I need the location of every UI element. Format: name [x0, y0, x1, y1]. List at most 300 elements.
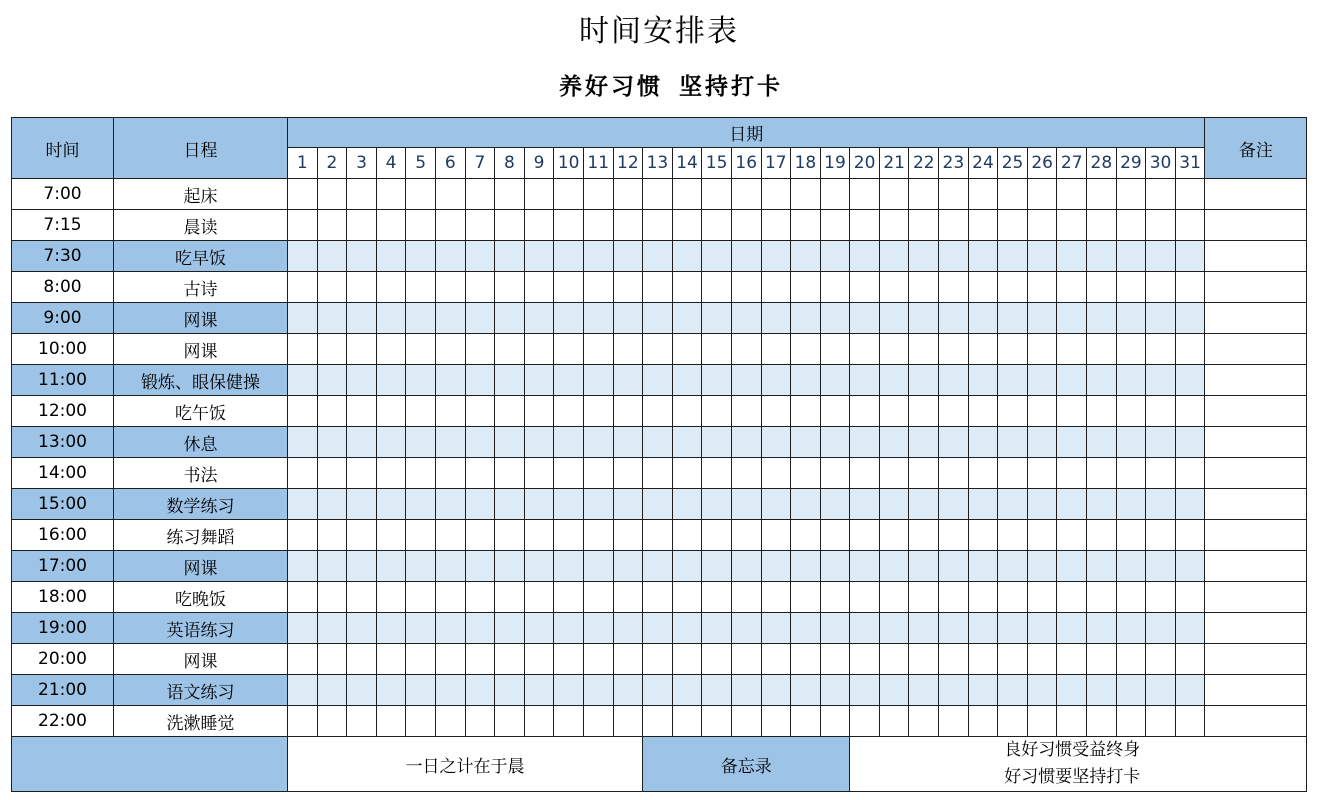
checkin-cell[interactable]	[1175, 551, 1205, 582]
checkin-cell[interactable]	[435, 706, 465, 737]
checkin-cell[interactable]	[643, 582, 673, 613]
notes-cell[interactable]	[1205, 613, 1307, 644]
checkin-cell[interactable]	[406, 675, 436, 706]
checkin-cell[interactable]	[1087, 551, 1117, 582]
checkin-cell[interactable]	[761, 396, 791, 427]
checkin-cell[interactable]	[524, 365, 554, 396]
checkin-cell[interactable]	[909, 241, 939, 272]
checkin-cell[interactable]	[524, 613, 554, 644]
checkin-cell[interactable]	[731, 644, 761, 675]
checkin-cell[interactable]	[435, 272, 465, 303]
checkin-cell[interactable]	[968, 551, 998, 582]
checkin-cell[interactable]	[672, 179, 702, 210]
checkin-cell[interactable]	[613, 303, 643, 334]
checkin-cell[interactable]	[288, 365, 318, 396]
checkin-cell[interactable]	[939, 334, 969, 365]
checkin-cell[interactable]	[376, 675, 406, 706]
checkin-cell[interactable]	[791, 613, 821, 644]
checkin-cell[interactable]	[1027, 179, 1057, 210]
checkin-cell[interactable]	[702, 706, 732, 737]
checkin-cell[interactable]	[347, 675, 377, 706]
checkin-cell[interactable]	[1116, 179, 1146, 210]
checkin-cell[interactable]	[672, 675, 702, 706]
checkin-cell[interactable]	[554, 396, 584, 427]
checkin-cell[interactable]	[939, 489, 969, 520]
checkin-cell[interactable]	[791, 551, 821, 582]
checkin-cell[interactable]	[495, 396, 525, 427]
checkin-cell[interactable]	[288, 241, 318, 272]
checkin-cell[interactable]	[998, 396, 1028, 427]
checkin-cell[interactable]	[435, 396, 465, 427]
checkin-cell[interactable]	[317, 644, 347, 675]
checkin-cell[interactable]	[1146, 551, 1176, 582]
checkin-cell[interactable]	[347, 613, 377, 644]
checkin-cell[interactable]	[939, 210, 969, 241]
checkin-cell[interactable]	[672, 489, 702, 520]
checkin-cell[interactable]	[347, 396, 377, 427]
checkin-cell[interactable]	[820, 365, 850, 396]
checkin-cell[interactable]	[1146, 303, 1176, 334]
checkin-cell[interactable]	[524, 179, 554, 210]
checkin-cell[interactable]	[791, 706, 821, 737]
checkin-cell[interactable]	[288, 179, 318, 210]
checkin-cell[interactable]	[435, 613, 465, 644]
checkin-cell[interactable]	[554, 427, 584, 458]
checkin-cell[interactable]	[643, 303, 673, 334]
checkin-cell[interactable]	[1087, 396, 1117, 427]
checkin-cell[interactable]	[1087, 210, 1117, 241]
checkin-cell[interactable]	[1027, 551, 1057, 582]
checkin-cell[interactable]	[376, 520, 406, 551]
checkin-cell[interactable]	[1175, 582, 1205, 613]
checkin-cell[interactable]	[583, 675, 613, 706]
checkin-cell[interactable]	[672, 210, 702, 241]
checkin-cell[interactable]	[643, 272, 673, 303]
checkin-cell[interactable]	[998, 644, 1028, 675]
checkin-cell[interactable]	[672, 613, 702, 644]
checkin-cell[interactable]	[761, 706, 791, 737]
checkin-cell[interactable]	[347, 334, 377, 365]
checkin-cell[interactable]	[1146, 272, 1176, 303]
checkin-cell[interactable]	[347, 303, 377, 334]
checkin-cell[interactable]	[613, 613, 643, 644]
notes-cell[interactable]	[1205, 458, 1307, 489]
checkin-cell[interactable]	[820, 706, 850, 737]
checkin-cell[interactable]	[406, 613, 436, 644]
checkin-cell[interactable]	[998, 427, 1028, 458]
checkin-cell[interactable]	[939, 303, 969, 334]
checkin-cell[interactable]	[939, 706, 969, 737]
checkin-cell[interactable]	[879, 706, 909, 737]
checkin-cell[interactable]	[998, 675, 1028, 706]
checkin-cell[interactable]	[1027, 706, 1057, 737]
checkin-cell[interactable]	[909, 644, 939, 675]
checkin-cell[interactable]	[317, 489, 347, 520]
checkin-cell[interactable]	[406, 334, 436, 365]
checkin-cell[interactable]	[879, 303, 909, 334]
checkin-cell[interactable]	[583, 179, 613, 210]
checkin-cell[interactable]	[998, 241, 1028, 272]
checkin-cell[interactable]	[347, 551, 377, 582]
checkin-cell[interactable]	[1175, 706, 1205, 737]
checkin-cell[interactable]	[731, 241, 761, 272]
checkin-cell[interactable]	[288, 489, 318, 520]
checkin-cell[interactable]	[672, 520, 702, 551]
checkin-cell[interactable]	[1027, 675, 1057, 706]
checkin-cell[interactable]	[1116, 644, 1146, 675]
checkin-cell[interactable]	[347, 644, 377, 675]
checkin-cell[interactable]	[1146, 396, 1176, 427]
checkin-cell[interactable]	[495, 272, 525, 303]
checkin-cell[interactable]	[761, 582, 791, 613]
checkin-cell[interactable]	[879, 613, 909, 644]
checkin-cell[interactable]	[731, 675, 761, 706]
checkin-cell[interactable]	[583, 241, 613, 272]
checkin-cell[interactable]	[761, 644, 791, 675]
checkin-cell[interactable]	[820, 334, 850, 365]
checkin-cell[interactable]	[968, 427, 998, 458]
checkin-cell[interactable]	[524, 458, 554, 489]
checkin-cell[interactable]	[495, 706, 525, 737]
checkin-cell[interactable]	[613, 582, 643, 613]
checkin-cell[interactable]	[850, 272, 880, 303]
checkin-cell[interactable]	[879, 210, 909, 241]
checkin-cell[interactable]	[1116, 365, 1146, 396]
checkin-cell[interactable]	[939, 675, 969, 706]
checkin-cell[interactable]	[613, 551, 643, 582]
checkin-cell[interactable]	[761, 551, 791, 582]
checkin-cell[interactable]	[554, 644, 584, 675]
checkin-cell[interactable]	[672, 706, 702, 737]
checkin-cell[interactable]	[998, 520, 1028, 551]
checkin-cell[interactable]	[583, 365, 613, 396]
checkin-cell[interactable]	[820, 675, 850, 706]
checkin-cell[interactable]	[791, 396, 821, 427]
checkin-cell[interactable]	[1027, 644, 1057, 675]
checkin-cell[interactable]	[317, 179, 347, 210]
checkin-cell[interactable]	[554, 489, 584, 520]
checkin-cell[interactable]	[376, 303, 406, 334]
checkin-cell[interactable]	[435, 303, 465, 334]
checkin-cell[interactable]	[909, 551, 939, 582]
checkin-cell[interactable]	[465, 706, 495, 737]
checkin-cell[interactable]	[288, 272, 318, 303]
checkin-cell[interactable]	[1087, 458, 1117, 489]
checkin-cell[interactable]	[1027, 334, 1057, 365]
checkin-cell[interactable]	[702, 675, 732, 706]
checkin-cell[interactable]	[879, 427, 909, 458]
checkin-cell[interactable]	[465, 458, 495, 489]
checkin-cell[interactable]	[820, 210, 850, 241]
checkin-cell[interactable]	[583, 551, 613, 582]
notes-cell[interactable]	[1205, 427, 1307, 458]
checkin-cell[interactable]	[554, 334, 584, 365]
checkin-cell[interactable]	[1087, 644, 1117, 675]
checkin-cell[interactable]	[465, 396, 495, 427]
checkin-cell[interactable]	[524, 210, 554, 241]
checkin-cell[interactable]	[495, 210, 525, 241]
checkin-cell[interactable]	[1116, 427, 1146, 458]
checkin-cell[interactable]	[791, 303, 821, 334]
checkin-cell[interactable]	[643, 241, 673, 272]
checkin-cell[interactable]	[406, 582, 436, 613]
checkin-cell[interactable]	[554, 675, 584, 706]
checkin-cell[interactable]	[879, 179, 909, 210]
checkin-cell[interactable]	[406, 365, 436, 396]
checkin-cell[interactable]	[968, 613, 998, 644]
checkin-cell[interactable]	[1057, 489, 1087, 520]
checkin-cell[interactable]	[761, 489, 791, 520]
checkin-cell[interactable]	[998, 365, 1028, 396]
checkin-cell[interactable]	[406, 520, 436, 551]
checkin-cell[interactable]	[1027, 613, 1057, 644]
checkin-cell[interactable]	[761, 427, 791, 458]
checkin-cell[interactable]	[791, 241, 821, 272]
checkin-cell[interactable]	[435, 427, 465, 458]
checkin-cell[interactable]	[1175, 644, 1205, 675]
checkin-cell[interactable]	[702, 489, 732, 520]
checkin-cell[interactable]	[1175, 458, 1205, 489]
checkin-cell[interactable]	[702, 334, 732, 365]
checkin-cell[interactable]	[850, 458, 880, 489]
checkin-cell[interactable]	[791, 179, 821, 210]
checkin-cell[interactable]	[613, 179, 643, 210]
checkin-cell[interactable]	[909, 458, 939, 489]
checkin-cell[interactable]	[850, 644, 880, 675]
checkin-cell[interactable]	[909, 365, 939, 396]
checkin-cell[interactable]	[702, 551, 732, 582]
checkin-cell[interactable]	[554, 365, 584, 396]
checkin-cell[interactable]	[524, 706, 554, 737]
checkin-cell[interactable]	[850, 396, 880, 427]
checkin-cell[interactable]	[909, 520, 939, 551]
checkin-cell[interactable]	[909, 210, 939, 241]
checkin-cell[interactable]	[288, 458, 318, 489]
checkin-cell[interactable]	[879, 396, 909, 427]
checkin-cell[interactable]	[435, 241, 465, 272]
checkin-cell[interactable]	[317, 272, 347, 303]
checkin-cell[interactable]	[791, 582, 821, 613]
checkin-cell[interactable]	[939, 613, 969, 644]
checkin-cell[interactable]	[761, 365, 791, 396]
checkin-cell[interactable]	[761, 613, 791, 644]
checkin-cell[interactable]	[347, 365, 377, 396]
checkin-cell[interactable]	[465, 520, 495, 551]
checkin-cell[interactable]	[524, 489, 554, 520]
checkin-cell[interactable]	[1057, 613, 1087, 644]
checkin-cell[interactable]	[998, 179, 1028, 210]
checkin-cell[interactable]	[998, 613, 1028, 644]
checkin-cell[interactable]	[317, 675, 347, 706]
checkin-cell[interactable]	[317, 334, 347, 365]
checkin-cell[interactable]	[613, 489, 643, 520]
checkin-cell[interactable]	[376, 644, 406, 675]
checkin-cell[interactable]	[288, 520, 318, 551]
checkin-cell[interactable]	[613, 458, 643, 489]
checkin-cell[interactable]	[939, 272, 969, 303]
notes-cell[interactable]	[1205, 675, 1307, 706]
checkin-cell[interactable]	[939, 179, 969, 210]
notes-cell[interactable]	[1205, 334, 1307, 365]
checkin-cell[interactable]	[968, 489, 998, 520]
checkin-cell[interactable]	[909, 334, 939, 365]
checkin-cell[interactable]	[643, 644, 673, 675]
checkin-cell[interactable]	[1027, 303, 1057, 334]
checkin-cell[interactable]	[1146, 458, 1176, 489]
notes-cell[interactable]	[1205, 396, 1307, 427]
checkin-cell[interactable]	[1146, 489, 1176, 520]
checkin-cell[interactable]	[288, 551, 318, 582]
checkin-cell[interactable]	[1146, 520, 1176, 551]
checkin-cell[interactable]	[1057, 458, 1087, 489]
checkin-cell[interactable]	[1116, 458, 1146, 489]
checkin-cell[interactable]	[702, 458, 732, 489]
checkin-cell[interactable]	[909, 675, 939, 706]
checkin-cell[interactable]	[820, 458, 850, 489]
checkin-cell[interactable]	[554, 613, 584, 644]
checkin-cell[interactable]	[583, 489, 613, 520]
checkin-cell[interactable]	[643, 427, 673, 458]
checkin-cell[interactable]	[791, 427, 821, 458]
checkin-cell[interactable]	[1175, 241, 1205, 272]
checkin-cell[interactable]	[1146, 241, 1176, 272]
checkin-cell[interactable]	[939, 582, 969, 613]
checkin-cell[interactable]	[1175, 675, 1205, 706]
checkin-cell[interactable]	[376, 427, 406, 458]
checkin-cell[interactable]	[613, 241, 643, 272]
checkin-cell[interactable]	[524, 582, 554, 613]
checkin-cell[interactable]	[761, 179, 791, 210]
checkin-cell[interactable]	[613, 365, 643, 396]
checkin-cell[interactable]	[672, 272, 702, 303]
checkin-cell[interactable]	[288, 613, 318, 644]
checkin-cell[interactable]	[672, 241, 702, 272]
checkin-cell[interactable]	[465, 241, 495, 272]
checkin-cell[interactable]	[702, 520, 732, 551]
notes-cell[interactable]	[1205, 489, 1307, 520]
checkin-cell[interactable]	[376, 551, 406, 582]
checkin-cell[interactable]	[435, 582, 465, 613]
checkin-cell[interactable]	[465, 303, 495, 334]
checkin-cell[interactable]	[850, 303, 880, 334]
checkin-cell[interactable]	[554, 272, 584, 303]
checkin-cell[interactable]	[376, 582, 406, 613]
checkin-cell[interactable]	[347, 520, 377, 551]
checkin-cell[interactable]	[850, 551, 880, 582]
notes-cell[interactable]	[1205, 582, 1307, 613]
checkin-cell[interactable]	[613, 396, 643, 427]
checkin-cell[interactable]	[406, 706, 436, 737]
checkin-cell[interactable]	[731, 334, 761, 365]
checkin-cell[interactable]	[495, 644, 525, 675]
checkin-cell[interactable]	[879, 551, 909, 582]
checkin-cell[interactable]	[435, 458, 465, 489]
checkin-cell[interactable]	[1116, 241, 1146, 272]
checkin-cell[interactable]	[1057, 303, 1087, 334]
checkin-cell[interactable]	[1087, 675, 1117, 706]
checkin-cell[interactable]	[702, 582, 732, 613]
checkin-cell[interactable]	[731, 582, 761, 613]
checkin-cell[interactable]	[761, 520, 791, 551]
checkin-cell[interactable]	[1116, 582, 1146, 613]
checkin-cell[interactable]	[643, 458, 673, 489]
checkin-cell[interactable]	[317, 303, 347, 334]
checkin-cell[interactable]	[1175, 334, 1205, 365]
checkin-cell[interactable]	[672, 427, 702, 458]
checkin-cell[interactable]	[1057, 427, 1087, 458]
checkin-cell[interactable]	[495, 675, 525, 706]
checkin-cell[interactable]	[406, 458, 436, 489]
checkin-cell[interactable]	[820, 551, 850, 582]
checkin-cell[interactable]	[791, 675, 821, 706]
checkin-cell[interactable]	[406, 241, 436, 272]
checkin-cell[interactable]	[288, 675, 318, 706]
checkin-cell[interactable]	[672, 644, 702, 675]
checkin-cell[interactable]	[495, 582, 525, 613]
checkin-cell[interactable]	[761, 334, 791, 365]
checkin-cell[interactable]	[850, 241, 880, 272]
checkin-cell[interactable]	[406, 551, 436, 582]
checkin-cell[interactable]	[524, 520, 554, 551]
checkin-cell[interactable]	[643, 706, 673, 737]
checkin-cell[interactable]	[643, 551, 673, 582]
checkin-cell[interactable]	[465, 613, 495, 644]
checkin-cell[interactable]	[583, 582, 613, 613]
checkin-cell[interactable]	[968, 365, 998, 396]
checkin-cell[interactable]	[1146, 706, 1176, 737]
checkin-cell[interactable]	[288, 303, 318, 334]
checkin-cell[interactable]	[465, 489, 495, 520]
checkin-cell[interactable]	[1087, 334, 1117, 365]
checkin-cell[interactable]	[465, 582, 495, 613]
checkin-cell[interactable]	[1027, 396, 1057, 427]
checkin-cell[interactable]	[702, 365, 732, 396]
notes-cell[interactable]	[1205, 303, 1307, 334]
checkin-cell[interactable]	[347, 489, 377, 520]
checkin-cell[interactable]	[909, 613, 939, 644]
checkin-cell[interactable]	[583, 396, 613, 427]
checkin-cell[interactable]	[1057, 675, 1087, 706]
checkin-cell[interactable]	[554, 179, 584, 210]
checkin-cell[interactable]	[554, 706, 584, 737]
checkin-cell[interactable]	[850, 179, 880, 210]
checkin-cell[interactable]	[465, 210, 495, 241]
checkin-cell[interactable]	[583, 613, 613, 644]
checkin-cell[interactable]	[1087, 427, 1117, 458]
checkin-cell[interactable]	[1087, 489, 1117, 520]
checkin-cell[interactable]	[406, 303, 436, 334]
checkin-cell[interactable]	[1027, 210, 1057, 241]
checkin-cell[interactable]	[820, 303, 850, 334]
checkin-cell[interactable]	[1057, 520, 1087, 551]
checkin-cell[interactable]	[317, 613, 347, 644]
checkin-cell[interactable]	[1087, 241, 1117, 272]
checkin-cell[interactable]	[1057, 210, 1087, 241]
checkin-cell[interactable]	[495, 427, 525, 458]
checkin-cell[interactable]	[435, 520, 465, 551]
checkin-cell[interactable]	[702, 303, 732, 334]
checkin-cell[interactable]	[672, 334, 702, 365]
checkin-cell[interactable]	[583, 520, 613, 551]
checkin-cell[interactable]	[820, 241, 850, 272]
checkin-cell[interactable]	[1146, 210, 1176, 241]
checkin-cell[interactable]	[672, 458, 702, 489]
checkin-cell[interactable]	[1146, 179, 1176, 210]
checkin-cell[interactable]	[643, 396, 673, 427]
checkin-cell[interactable]	[1175, 365, 1205, 396]
checkin-cell[interactable]	[406, 427, 436, 458]
checkin-cell[interactable]	[495, 303, 525, 334]
